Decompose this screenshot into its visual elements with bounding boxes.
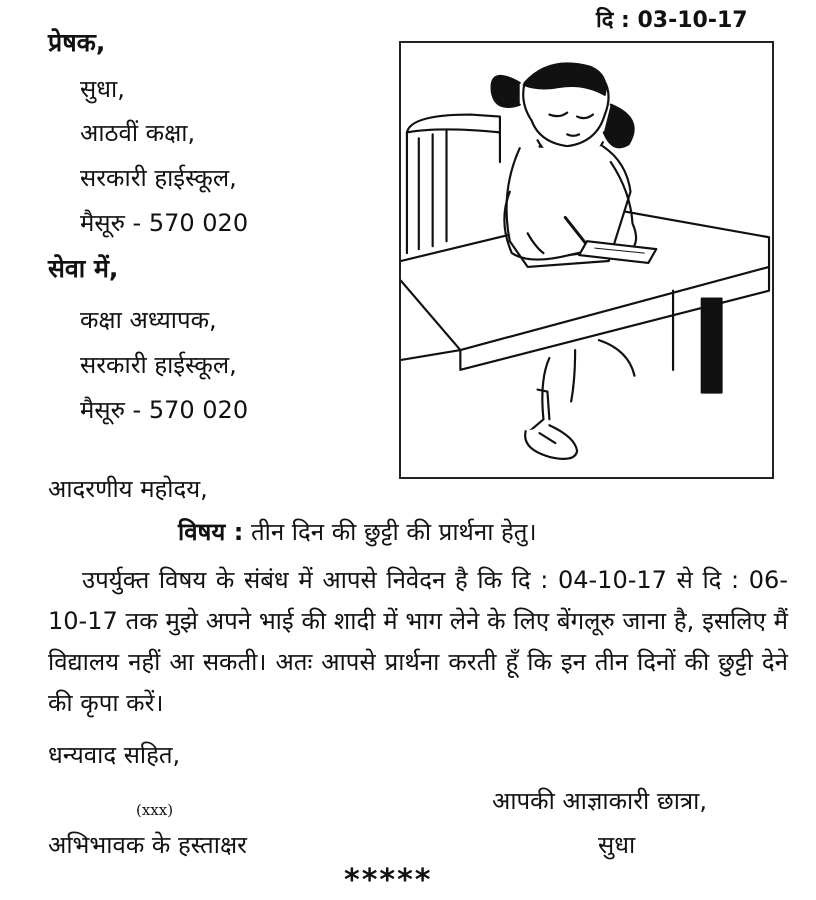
parent-signature-mark: (xxx) [136,801,174,819]
sender-heading: प्रेषक, [48,28,106,57]
subject-text: तीन दिन की छुट्टी की प्रार्थना हेतु। [250,518,537,546]
student-name: सुधा [598,831,636,859]
recipient-line: सरकारी हाईस्कूल, [80,351,237,379]
sender-line: सुधा, [80,75,125,103]
sender-line: मैसूरु - 570 020 [80,209,249,237]
recipient-line: कक्षा अध्यापक, [80,306,217,334]
letter-date: दि : 03-10-17 [596,8,748,33]
sender-line: सरकारी हाईस्कूल, [80,164,237,192]
subject-line [178,517,537,547]
subject-label: विषय : [178,518,244,546]
salutation: आदरणीय महोदय, [48,475,208,503]
parent-signature-label: अभिभावक के हस्ताक्षर [48,831,247,859]
sender-line: आठवीं कक्षा, [80,119,196,147]
recipient-line: मैसूरु - 570 020 [80,396,249,424]
girl-writing-illustration [399,41,774,479]
letter-body: उपर्युक्त विषय के संबंध में आपसे निवेदन है कि दि : 04-10-17 से दि : 06-10-17 तक मुझे अपने भाई की शादी में भाग लेने के लिए बेंगलूरु जाना है, इसलिए मैं विद्यालय नहीं आ सकती। अतः आपसे प्रार्थना करती हूँ कि इन तीन दिनों की छुट्टी देने की कृपा करें। [48,566,788,717]
recipient-heading: सेवा में, [48,254,119,283]
student-signature-label: आपकी आज्ञाकारी छात्रा, [492,787,708,815]
end-mark: ***** [344,863,433,898]
closing-line: धन्यवाद सहित, [48,741,181,769]
